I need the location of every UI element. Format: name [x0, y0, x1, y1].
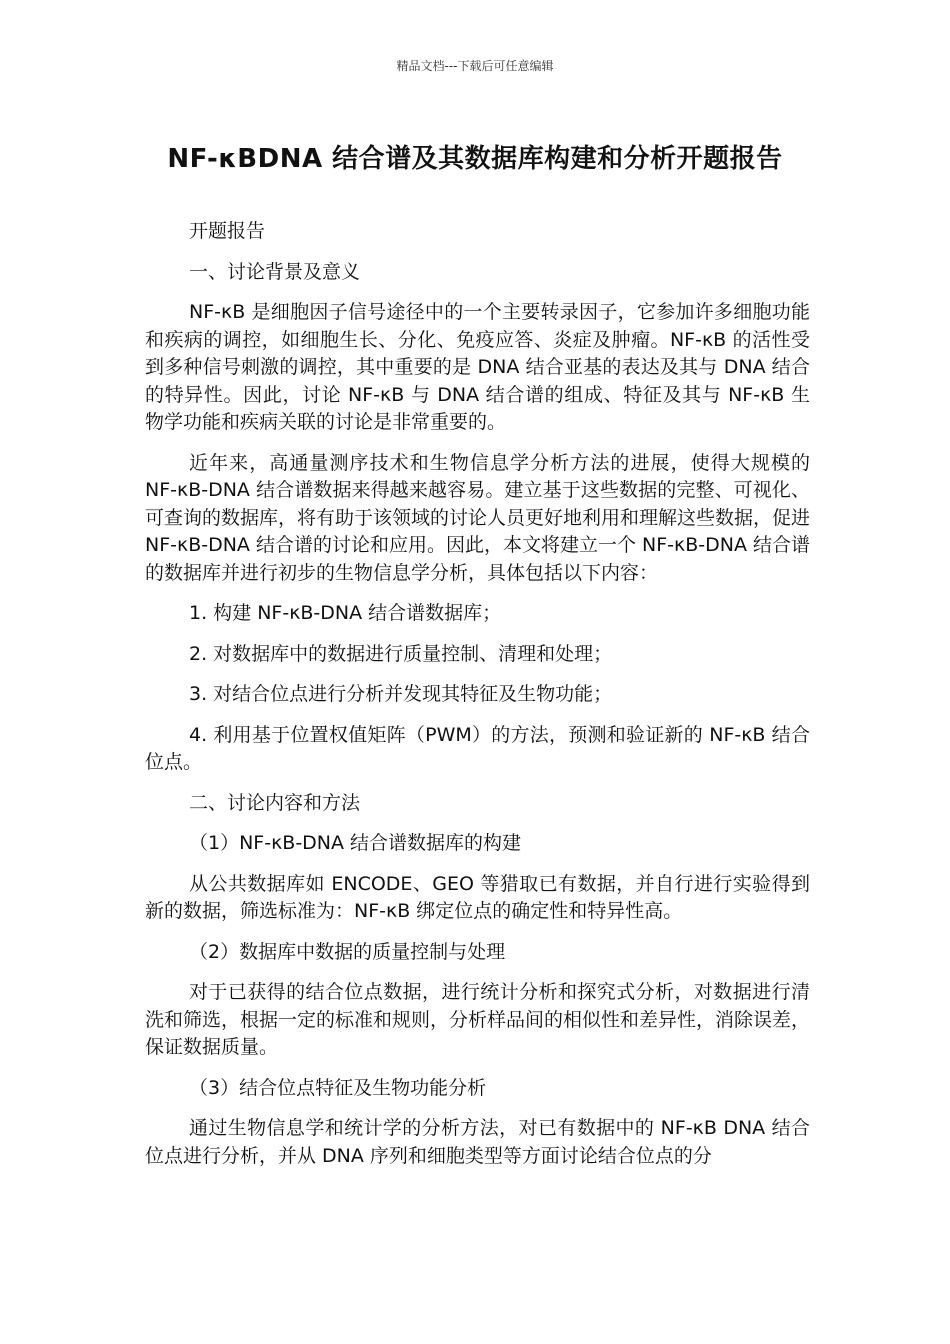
- subsection-heading: （1）NF-κB-DNA 结合谱数据库的构建: [189, 832, 522, 854]
- body-paragraph: 对于已获得的结合位点数据，进行统计分析和探究式分析，对数据进行清洗和筛选，根据一定的标准和规则，分析样品间的相似性和差异性，消除误差，保证数据质量。: [145, 981, 811, 1058]
- document-body: [145, 218, 810, 1183]
- body-paragraph: 通过生物信息学和统计学的分析方法，对已有数据中的 NF-κB DNA 结合位点进行分析，并从 DNA 序列和细胞类型等方面讨论结合位点的分: [145, 1117, 810, 1167]
- body-paragraph: 从公共数据库如 ENCODE、GEO 等猎取已有数据，并自行进行实验得到新的数据，筛选标准为：NF-κB 绑定位点的确定性和特异性高。: [145, 872, 810, 922]
- body-paragraph: NF-κB 是细胞因子信号途径中的一个主要转录因子，它参加许多细胞功能和疾病的调控，如细胞生长、分化、免疫应答、炎症及肿瘤。NF-κB 的活性受到多种信号刺激的调控，其中重要的是 DNA 结合亚基的表达及其与 DNA 结合的特异性。因此，讨论 NF-κB 与 DNA 结合谱的组成、特征及其与 NF-κB 生物学功能和疾病关联的讨论是非常重要的。: [145, 301, 810, 433]
- body-paragraph: 近年来，高通量测序技术和生物信息学分析方法的进展，使得大规模的 NF-κB-DNA 结合谱数据来得越来越容易。建立基于这些数据的完整、可视化、可查询的数据库，将有助于该领域的讨论人员更好地利用和理解这些数据，促进 NF-κB-DNA 结合谱的讨论和应用。因此，本文将建立一个 NF-κB-DNA 结合谱的数据库并进行初步的生物信息学分析，具体包括以下内容：: [145, 451, 811, 584]
- header-note: 精品文档---下载后可任意编辑: [396, 59, 554, 73]
- list-item: 2. 对数据库中的数据进行质量控制、清理和处理；: [189, 642, 613, 665]
- section-heading: 二、讨论内容和方法: [189, 791, 361, 814]
- list-item: 3. 对结合位点进行分析并发现其特征及生物功能；: [189, 683, 613, 705]
- section-label: 开题报告: [189, 220, 266, 242]
- subsection-heading: （3）结合位点特征及生物功能分析: [189, 1076, 487, 1099]
- list-item: 1. 构建 NF-κB-DNA 结合谱数据库；: [189, 602, 502, 624]
- list-item: 4. 利用基于位置权值矩阵（PWM）的方法，预测和验证新的 NF-κB 结合位点。: [145, 723, 810, 773]
- document-title: NF-κBDNA 结合谱及其数据库构建和分析开题报告: [167, 144, 783, 174]
- subsection-heading: （2）数据库中数据的质量控制与处理: [189, 940, 506, 963]
- section-heading: 一、讨论背景及意义: [189, 260, 361, 283]
